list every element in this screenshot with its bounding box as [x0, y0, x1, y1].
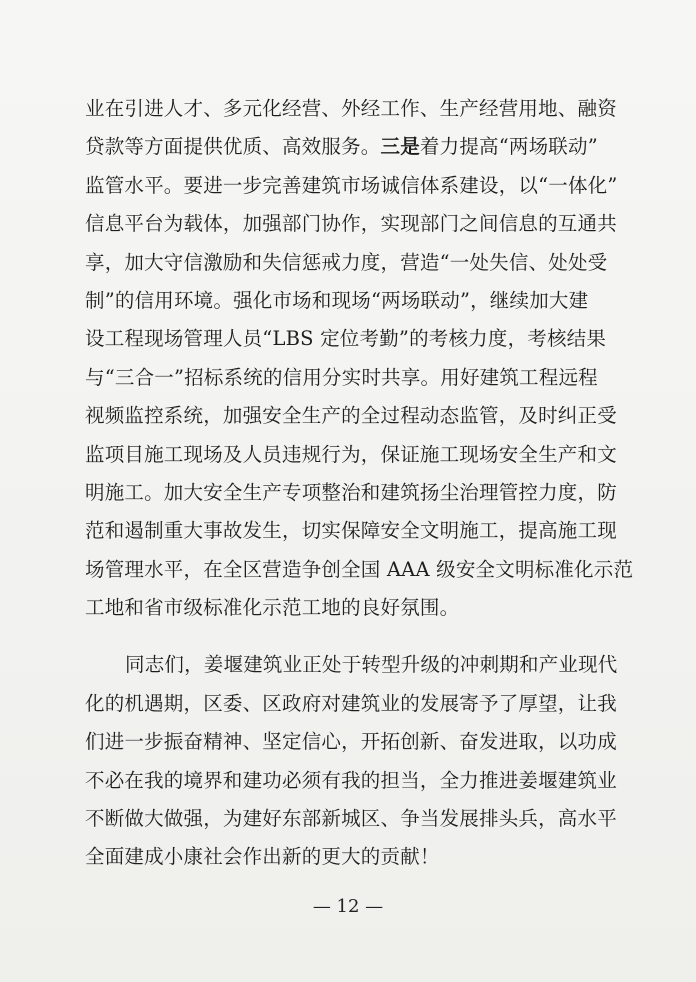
text-line: 业在引进人才、多元化经营、外经工作、生产经营用地、融资 [85, 97, 617, 120]
text-line: 不必在我的境界和建功必须有我的担当，全力推进姜堰建筑业 [85, 768, 617, 792]
page-number: — 12 — [312, 896, 384, 917]
text-line: 与“三合一”招标系统的信用分实时共享。用好建筑工程远程 [85, 365, 598, 389]
text-segment: 贷款等方面提供优质、高效服务。 [85, 135, 381, 159]
text-line: 场管理水平，在全区营造争创全国 AAA 级安全文明标准化示范 [85, 557, 634, 581]
text-line: 范和遏制重大事故发生，切实保障安全文明施工，提高施工现 [85, 519, 617, 543]
text-line: 们进一步振奋精神、坚定信心，开拓创新、奋发进取，以功成 [85, 730, 617, 754]
text-line: 全面建成小康社会作出新的更大的贡献！ [85, 845, 440, 869]
text-line: 设工程现场管理人员“LBS 定位考勤”的考核力度，考核结果 [85, 327, 607, 351]
text-line: 享，加大守信激励和失信惩戒力度，营造“一处失信、处处受 [85, 250, 608, 274]
text-line: 不断做大做强，为建好东部新城区、争当发展排头兵，高水平 [85, 807, 617, 831]
text-line: 制”的信用环境。强化市场和现场“两场联动”，继续加大建 [85, 288, 589, 312]
text-line: 信息平台为载体，加强部门协作，实现部门之间信息的互通共 [85, 212, 617, 236]
document-body [85, 90, 634, 877]
text-line: 明施工。加大安全生产专项整治和建筑扬尘治理管控力度，防 [85, 480, 617, 504]
paragraph-1 [85, 90, 634, 627]
paragraph-2 [85, 646, 618, 876]
text-line: 工地和省市级标准化示范工地的良好氛围。 [85, 596, 460, 620]
text-line: 监项目施工现场及人员违规行为，保证施工现场安全生产和文 [85, 442, 617, 466]
text-line: 监管水平。要进一步完善建筑市场诚信体系建设，以“一体化” [85, 173, 618, 197]
paragraph-spacer [85, 627, 615, 646]
emphasis-label: 三是 [380, 135, 420, 159]
text-segment: 着力提高“两场联动” [419, 135, 598, 159]
text-line: 化的机遇期，区委、区政府对建筑业的发展寄予了厚望，让我 [85, 691, 617, 715]
text-line [85, 128, 615, 166]
text-line: 视频监控系统，加强安全生产的全过程动态监管，及时纠正受 [85, 404, 617, 428]
text-line: 同志们，姜堰建筑业正处于转型升级的冲刺期和产业现代 [125, 653, 618, 677]
